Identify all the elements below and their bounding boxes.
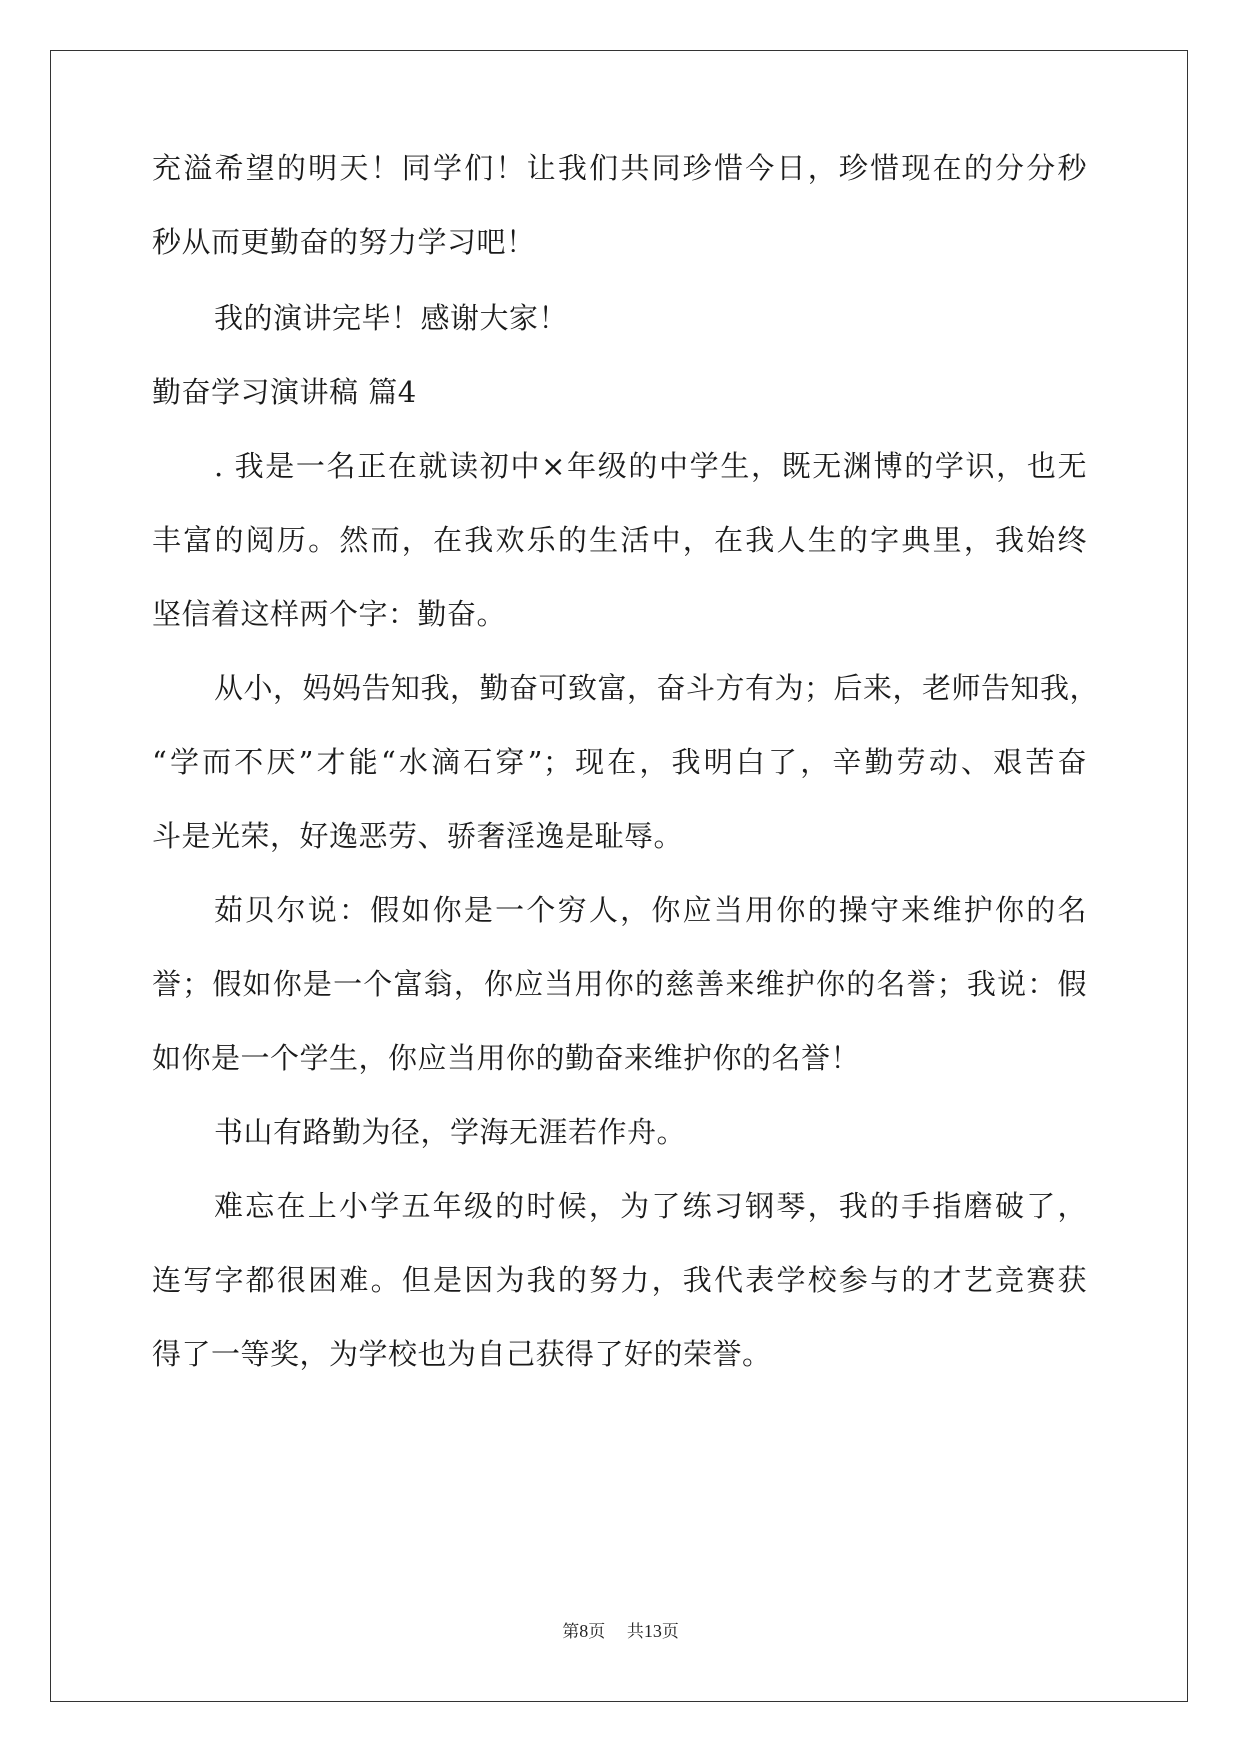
- text-line: . 我是一名正在就读初中×年级的中学生，既无渊博的学识，也无: [214, 449, 1087, 483]
- text-line: 难忘在上小学五年级的时候，为了练习钢琴，我的手指磨破了，: [214, 1189, 1087, 1223]
- page-border: [50, 50, 1188, 1702]
- total-page-count: 13: [643, 1621, 662, 1641]
- text-line: 我的演讲完毕！感谢大家！: [214, 301, 569, 335]
- footer-prefix: 第: [562, 1622, 580, 1642]
- text-line: 秒从而更勤奋的努力学习吧！: [152, 225, 536, 259]
- text-line: 茹贝尔说：假如你是一个穷人，你应当用你的操守来维护你的名: [214, 893, 1087, 927]
- section-heading: 勤奋学习演讲稿 篇4: [152, 375, 417, 409]
- text-line: 书山有路勤为径，学海无涯若作舟。: [214, 1115, 687, 1149]
- text-line: 誉；假如你是一个富翁，你应当用你的慈善来维护你的名誉；我说：假: [152, 967, 1087, 1001]
- text-line: 丰富的阅历。然而，在我欢乐的生活中，在我人生的字典里，我始终: [152, 523, 1087, 557]
- text-line: 充溢希望的明天！同学们！让我们共同珍惜今日，珍惜现在的分分秒: [152, 151, 1087, 185]
- text-line: 连写字都很困难。但是因为我的努力，我代表学校参与的才艺竞赛获: [152, 1263, 1087, 1297]
- text-line: “学而不厌”才能“水滴石穿”；现在，我明白了，辛勤劳动、艰苦奋: [152, 745, 1087, 779]
- footer-total-prefix: 共: [626, 1622, 644, 1642]
- text-line: 从小，妈妈告知我，勤奋可致富，奋斗方有为；后来，老师告知我，: [214, 671, 1100, 705]
- text-line: 得了一等奖，为学校也为自己获得了好的荣誉。: [152, 1337, 772, 1371]
- text-line: 如你是一个学生，你应当用你的勤奋来维护你的名誉！: [152, 1041, 861, 1075]
- footer-page-suffix: 页: [588, 1622, 606, 1642]
- footer-total-suffix: 页: [661, 1622, 679, 1642]
- text-line: 斗是光荣，好逸恶劳、骄奢淫逸是耻辱。: [152, 819, 684, 853]
- current-page-number: 8: [579, 1621, 589, 1641]
- page-footer: [0, 1620, 1241, 1643]
- text-line: 坚信着这样两个字：勤奋。: [152, 597, 507, 631]
